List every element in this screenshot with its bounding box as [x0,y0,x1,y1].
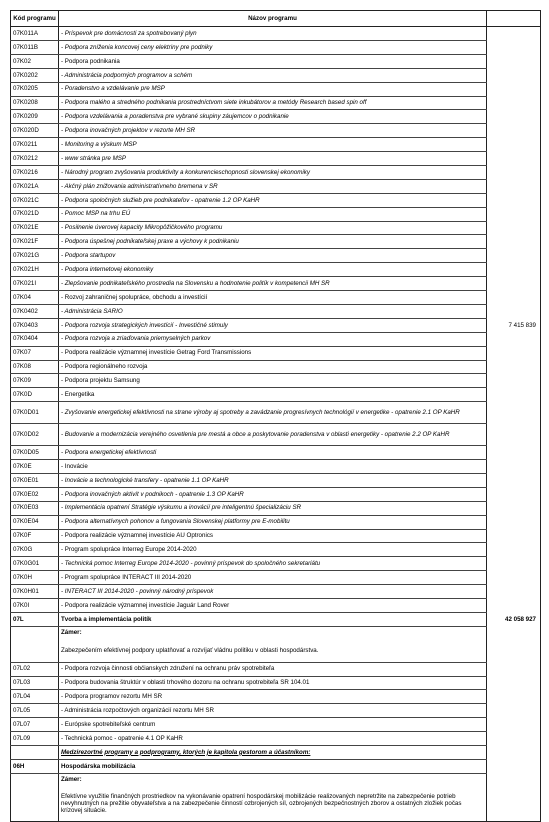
program-amount [487,515,541,529]
program-name: - Program spolupráce Interreg Europe 2014-2020 [59,543,487,557]
table-row [11,732,541,746]
program-amount [487,207,541,221]
program-amount [487,598,541,612]
program-name: - Podpora zníženia koncovej ceny elektriny pre podniky [59,41,487,55]
program-amount [487,41,541,55]
program-code: 07L04 [11,690,59,704]
table-row [11,96,541,110]
table-row [11,54,541,68]
program-name: - Podpora úspešnej podnikateľskej praxe a výchovy k podnikaniu [59,235,487,249]
program-code: 06H [11,759,59,773]
section-text: Zabezpečením efektívnej podpory uplatňovať a rozvíjať vládnu politiku v oblasti hospodárstva. [59,640,487,663]
table-row [11,27,541,41]
program-name: - Podpora realizácie významnej investície Jaguár Land Rover [59,598,487,612]
program-code: 07K0202 [11,68,59,82]
program-amount [487,68,541,82]
program-name: - Energetika [59,388,487,402]
program-amount [487,374,541,388]
table-row [11,152,541,166]
program-code: 07K0404 [11,332,59,346]
program-code: 07K0E01 [11,473,59,487]
program-code: 07K0H01 [11,585,59,599]
program-amount [487,110,541,124]
program-amount [487,718,541,732]
program-code: 07K0209 [11,110,59,124]
table-row [11,221,541,235]
table-row [11,662,541,676]
program-code: 07K0F [11,529,59,543]
program-name: - Podpora startupov [59,249,487,263]
table-row [11,704,541,718]
table-header [11,11,541,27]
program-name: - Podpora rozvoja činnosti občianskych združení na ochranu práv spotrebiteľa [59,662,487,676]
program-amount [487,473,541,487]
header-amount [487,11,541,27]
program-name: - Technická pomoc Interreg Europe 2014-2020 - povinný príspevok do spoločného sekretariátu [59,557,487,571]
program-amount [487,585,541,599]
program-amount [487,626,541,639]
program-name: - Podpora alternatívnych pohonov a fungovania Slovenskej platformy pre E-mobilitu [59,515,487,529]
program-name: - INTERACT III 2014-2020 - povinný národný príspevok [59,585,487,599]
program-name: - Podpora rozvoja a zriaďovania priemyselných parkov [59,332,487,346]
program-code: 07K0G01 [11,557,59,571]
program-amount [487,193,541,207]
header-name: Názov programu [59,11,487,27]
table-row [11,124,541,138]
program-code: 07K0212 [11,152,59,166]
inter-ministry-note: Medzirezortné programy a podprogramy, ktorých je kapitola gestorom a účastníkom: [59,745,487,759]
program-amount [487,249,541,263]
table-row [11,110,541,124]
table-row [11,718,541,732]
program-name: - Administrácia SARIO [59,304,487,318]
program-amount [487,166,541,180]
table-row [11,676,541,690]
program-amount [487,676,541,690]
table-row [11,543,541,557]
program-amount [487,221,541,235]
program-amount [487,460,541,474]
table-row [11,68,541,82]
table-row [11,640,541,663]
table-row [11,235,541,249]
program-name: - Monitoring a výskum MSP [59,138,487,152]
table-row [11,690,541,704]
program-name: - Podpora realizácie významnej investície AU Optronics [59,529,487,543]
table-row [11,585,541,599]
program-name: - Podpora inovačných projektov v rezorte MH SR [59,124,487,138]
program-code: 07K021C [11,193,59,207]
program-name: - Poradenstvo a vzdelávanie pre MSP [59,82,487,96]
program-name: Hospodárska mobilizácia [59,759,487,773]
program-amount [487,759,541,773]
program-name: - Zlepšovanie podnikateľského prostredia na Slovensku a hodnotenie politík v kompetencii MH SR [59,277,487,291]
table-row [11,388,541,402]
table-row [11,598,541,612]
program-name: - Technická pomoc - opatrenie 4.1 OP KaHR [59,732,487,746]
program-code: 07L07 [11,718,59,732]
program-amount [487,446,541,460]
table-row [11,193,541,207]
program-amount [487,690,541,704]
program-code: 07K0E03 [11,501,59,515]
program-name: - Administrácia podporných programov a schém [59,68,487,82]
program-amount [487,773,541,786]
program-amount [487,360,541,374]
program-amount [487,745,541,759]
section-label: Zámer: [59,626,487,639]
table-row [11,402,541,424]
section-text: Efektívne využitie finančných prostriedkov na vykonávanie opatrení hospodárskej mobilizácie realizovaných nepretržite na zabezpečenie potrieb nevyhnutných na prežitie obyvateľstva a na zabezpečenie činností ozbrojených síl, ozbrojených bezpečnostných zborov a ostatných zložiek počas krízovej situácie. [59,787,487,822]
program-name: - Budovanie a modernizácia verejného osvetlenia pre mestá a obce a poskytovanie poradenstva v oblasti energetiky - opatrenie 2.2 OP KaHR [59,424,487,446]
program-code: 07K09 [11,374,59,388]
program-amount [487,402,541,424]
program-name: - www stránka pre MSP [59,152,487,166]
table-row [11,612,541,626]
program-name: - Podpora inovačných aktivít v podnikoch - opatrenie 1.3 OP KaHR [59,487,487,501]
program-code [11,626,59,639]
table-row [11,41,541,55]
program-code: 07K0402 [11,304,59,318]
table-row [11,557,541,571]
program-name: - Implementácia opatrení Stratégie výskumu a inovácií pre inteligentnú špecializáciu SR [59,501,487,515]
table-row [11,424,541,446]
program-code: 07K07 [11,346,59,360]
program-code: 07K021F [11,235,59,249]
program-amount [487,291,541,305]
program-name: - Inovácie a technologické transfery - opatrenie 1.1 OP KaHR [59,473,487,487]
program-amount [487,543,541,557]
program-amount [487,263,541,277]
table-row [11,446,541,460]
program-name: - Podpora rozvoja strategických investícií - Investičné stimuly [59,318,487,332]
program-name: - Pomoc MSP na trhu EÚ [59,207,487,221]
program-name: - Podpora energetickej efektívnosti [59,446,487,460]
table-row [11,473,541,487]
program-code: 07K0216 [11,166,59,180]
program-code: 07K021G [11,249,59,263]
program-code: 07L [11,612,59,626]
program-name: - Národný program zvyšovania produktivity a konkurencieschopnosti slovenskej ekonomiky [59,166,487,180]
table-row [11,374,541,388]
table-row [11,626,541,639]
program-code [11,745,59,759]
program-amount [487,124,541,138]
program-code: 07K021A [11,179,59,193]
program-code: 07L05 [11,704,59,718]
program-amount [487,640,541,663]
program-code: 07K0I [11,598,59,612]
program-amount [487,235,541,249]
program-amount [487,152,541,166]
program-name: - Podpora regionálneho rozvoja [59,360,487,374]
program-amount [487,704,541,718]
program-code: 07K0D [11,388,59,402]
program-name: - Posilnenie úverovej kapacity Mikropôžičkového programu [59,221,487,235]
program-amount [487,27,541,41]
program-code: 07K0D02 [11,424,59,446]
program-name: - Podpora spoločných služieb pre podnikateľov - opatrenie 1.2 OP KaHR [59,193,487,207]
program-amount [487,138,541,152]
program-code: 07K020D [11,124,59,138]
program-name: - Akčný plán znižovania administratívneho bremena v SR [59,179,487,193]
program-code [11,640,59,663]
program-code: 07K0E [11,460,59,474]
program-code: 07K0D01 [11,402,59,424]
program-amount [487,277,541,291]
program-name: - Program spolupráce INTERACT III 2014-2020 [59,571,487,585]
program-code: 07K011B [11,41,59,55]
program-amount: 42 058 927 [487,612,541,626]
program-name: - Podpora realizácie významnej investície Getrag Ford Transmissions [59,346,487,360]
program-amount [487,54,541,68]
program-code: 07K021H [11,263,59,277]
program-code: 07K0E04 [11,515,59,529]
program-name: - Podpora programov rezortu MH SR [59,690,487,704]
program-name: - Podpora podnikania [59,54,487,68]
program-amount [487,388,541,402]
program-name: - Podpora projektu Samsung [59,374,487,388]
table-row [11,360,541,374]
program-code: 07L09 [11,732,59,746]
program-name: - Rozvoj zahraničnej spolupráce, obchodu a investícií [59,291,487,305]
program-amount [487,96,541,110]
program-code: 07K011A [11,27,59,41]
program-code [11,787,59,822]
table-row [11,571,541,585]
program-amount [487,304,541,318]
program-table-sheet [10,10,540,822]
table-row [11,745,541,759]
program-code: 07K0205 [11,82,59,96]
program-code: 07K021D [11,207,59,221]
program-name: - Zvyšovanie energetickej efektívnosti na strane výroby aj spotreby a zavádzanie progresívnych technológií v energetike - opatrenie 2.1 OP KaHR [59,402,487,424]
header-code: Kód programu [11,11,59,27]
program-name: - Podpora internetovej ekonomiky [59,263,487,277]
program-name: - Podpora budovania štruktúr v oblasti trhového dozoru na ochranu spotrebiteľa SR 104.01 [59,676,487,690]
program-code: 07K0H [11,571,59,585]
program-code: 07K021E [11,221,59,235]
program-amount [487,82,541,96]
table-row [11,304,541,318]
program-amount [487,501,541,515]
table-row [11,249,541,263]
program-name: - Inovácie [59,460,487,474]
table-row [11,291,541,305]
program-code: 07L03 [11,676,59,690]
program-amount [487,346,541,360]
table-row [11,277,541,291]
program-amount: 7 415 839 [487,318,541,332]
table-row [11,759,541,773]
table-row [11,787,541,822]
program-code: 07K0208 [11,96,59,110]
program-code: 07L02 [11,662,59,676]
table-row [11,179,541,193]
program-amount [487,179,541,193]
table-row [11,332,541,346]
program-code: 07K0403 [11,318,59,332]
program-code: 07K0211 [11,138,59,152]
table-row [11,773,541,786]
program-amount [487,557,541,571]
program-amount [487,571,541,585]
program-code: 07K0D05 [11,446,59,460]
program-code [11,773,59,786]
program-code: 07K08 [11,360,59,374]
table-row [11,207,541,221]
program-name: - Európske spotrebiteľské centrum [59,718,487,732]
program-name: Tvorba a implementácia politík [59,612,487,626]
program-table [10,10,541,822]
program-amount [487,332,541,346]
program-code: 07K0E02 [11,487,59,501]
program-amount [487,787,541,822]
table-row [11,166,541,180]
program-amount [487,732,541,746]
program-name: - Administrácia rozpočtových organizácií rezortu MH SR [59,704,487,718]
program-amount [487,424,541,446]
program-name: - Podpora vzdelávania a poradenstva pre vybrané skupiny záujemcov o podnikanie [59,110,487,124]
program-amount [487,529,541,543]
program-code: 07K021I [11,277,59,291]
table-row [11,138,541,152]
table-row [11,529,541,543]
section-label: Zámer: [59,773,487,786]
table-row [11,460,541,474]
program-amount [487,487,541,501]
program-code: 07K0G [11,543,59,557]
table-row [11,501,541,515]
table-row [11,346,541,360]
table-row [11,318,541,332]
program-name: - Podpora malého a stredného podnikania prostredníctvom siete inkubátorov a metódy Research based spin off [59,96,487,110]
table-row [11,263,541,277]
table-row [11,487,541,501]
program-code: 07K02 [11,54,59,68]
table-row [11,515,541,529]
program-code: 07K04 [11,291,59,305]
program-name: - Príspevok pre domácnosti za spotrebovaný plyn [59,27,487,41]
program-amount [487,662,541,676]
table-row [11,82,541,96]
